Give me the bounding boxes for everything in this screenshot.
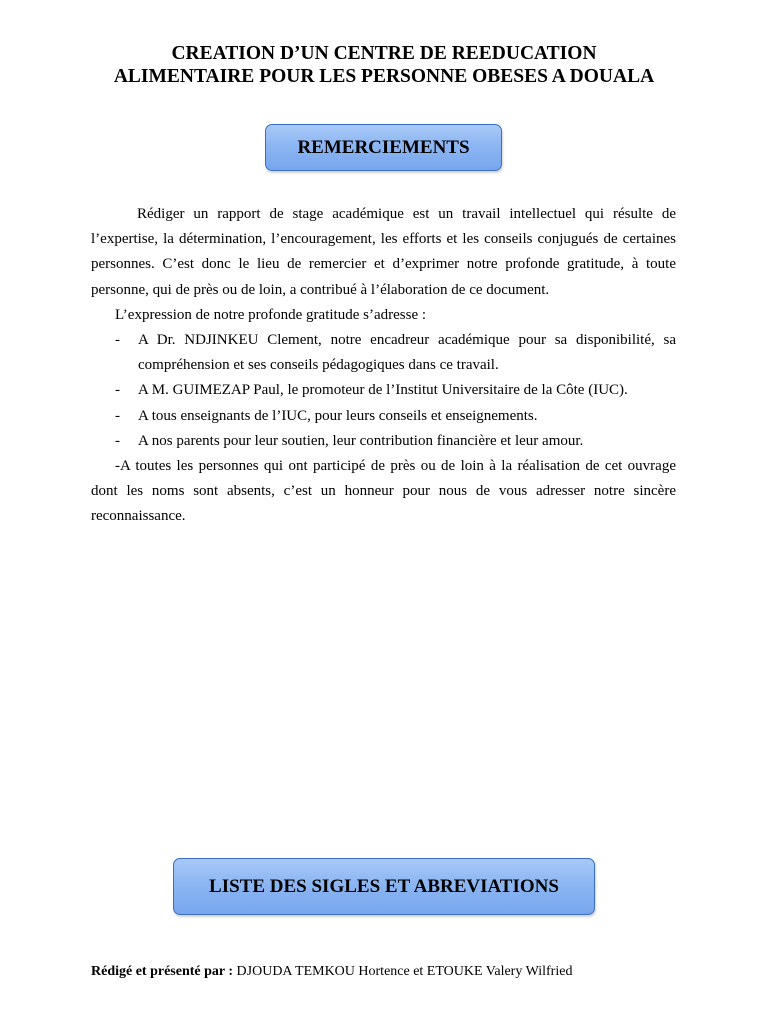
remerciements-heading-box bbox=[265, 124, 502, 171]
page-footer bbox=[91, 963, 572, 981]
remerciements-heading: REMERCIEMENTS bbox=[297, 136, 470, 158]
document-title bbox=[0, 42, 768, 88]
footer-authors: DJOUDA TEMKOU Hortence et ETOUKE Valery Wilfried bbox=[233, 964, 573, 979]
list-item bbox=[91, 328, 676, 378]
address-paragraph: L’expression de notre profonde gratitude s’adresse : bbox=[115, 306, 427, 323]
intro-paragraph: Rédiger un rapport de stage académique est un travail intellectuel qui résulte de l’expertise, la détermination, l’encouragement, les efforts et les conseils conjugués de certaines personnes. C’est donc le lieu de remercier et d’exprimer notre profonde gratitude, à toute personne, qui de près ou de loin, a contribué à l’élaboration de ce document. bbox=[91, 206, 676, 298]
bullet-dash: - bbox=[115, 382, 120, 399]
sigles-heading: LISTE DES SIGLES ET ABREVIATIONS bbox=[209, 875, 559, 897]
bullet-dash: - bbox=[115, 407, 120, 424]
list-item bbox=[91, 404, 676, 429]
sigles-heading-box bbox=[173, 858, 595, 915]
list-item bbox=[91, 429, 676, 454]
footer-label: Rédigé et présenté par : bbox=[91, 964, 234, 979]
closing-paragraph: -A toutes les personnes qui ont participé de près ou de loin à la réalisation de cet ouvrage dont les noms sont absents, c’est un honneur pour nous de vous adresser notre sincère reconnaissance. bbox=[91, 458, 676, 525]
bullet-dash: - bbox=[115, 432, 120, 449]
list-item-text: A nos parents pour leur soutien, leur contribution financière et leur amour. bbox=[138, 432, 584, 449]
list-item-text: A M. GUIMEZAP Paul, le promoteur de l’Institut Universitaire de la Côte (IUC). bbox=[138, 382, 628, 399]
list-item-text: A Dr. NDJINKEU Clement, notre encadreur académique pour sa disponibilité, sa compréhension et ses conseils pédagogiques dans ce travail. bbox=[138, 332, 676, 374]
bullet-dash: - bbox=[115, 332, 120, 349]
remerciements-body bbox=[91, 202, 676, 530]
list-item-text: A tous enseignants de l’IUC, pour leurs conseils et enseignements. bbox=[138, 407, 538, 424]
document-title-line-2: ALIMENTAIRE POUR LES PERSONNE OBESES A DOUALA bbox=[113, 66, 655, 87]
document-title-line-1: CREATION D’UN CENTRE DE REEDUCATION bbox=[171, 43, 597, 64]
gratitude-list bbox=[91, 328, 676, 454]
list-item bbox=[91, 378, 676, 403]
